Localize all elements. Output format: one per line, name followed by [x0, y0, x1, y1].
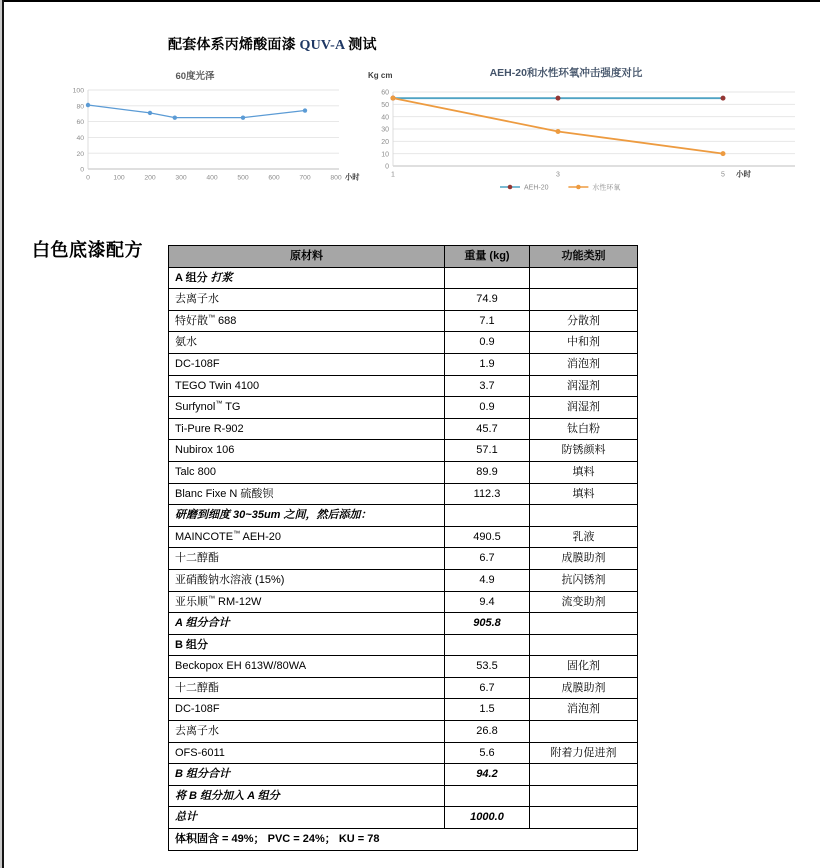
function-cell: 成膜助剂: [530, 548, 638, 570]
table-row: [169, 310, 638, 332]
y-tick-label: 10: [381, 151, 389, 159]
data-point: [391, 96, 396, 101]
y-tick-label: 20: [381, 138, 389, 146]
x-tick-label: 200: [144, 174, 156, 182]
function-cell: 乳液: [530, 526, 638, 548]
weight-cell: 1.5: [445, 699, 530, 721]
series-line: [88, 105, 305, 118]
table-row: [169, 785, 638, 807]
x-tick-label: 800: [330, 174, 342, 182]
doc-title: [168, 34, 377, 54]
weight-cell: [445, 505, 530, 527]
weight-cell: 6.7: [445, 548, 530, 570]
weight-cell: 1.9: [445, 353, 530, 375]
data-point: [556, 129, 561, 134]
x-tick-label: 400: [206, 174, 218, 182]
legend-label: AEH-20: [524, 184, 549, 192]
function-cell: 润湿剂: [530, 375, 638, 397]
function-cell: 防锈颜料: [530, 440, 638, 462]
x-axis-label: 小时: [345, 172, 360, 182]
material-cell: 氨水: [169, 332, 445, 354]
function-cell: 流变助剂: [530, 591, 638, 613]
table-row: [169, 677, 638, 699]
y-tick-label: 40: [76, 135, 84, 142]
material-cell: DC-108F: [169, 699, 445, 721]
material-cell: 去离子水: [169, 721, 445, 743]
weight-cell: 26.8: [445, 721, 530, 743]
col-header-material: 原材料: [169, 246, 445, 268]
material-cell: 亚硝酸钠水溶液 (15%): [169, 569, 445, 591]
weight-cell: 1000.0: [445, 807, 530, 829]
data-point: [173, 115, 177, 119]
table-row: [169, 569, 638, 591]
material-cell: OFS-6011: [169, 742, 445, 764]
x-tick-label: 500: [237, 174, 249, 182]
function-cell: [530, 289, 638, 311]
x-tick-label: 600: [268, 174, 280, 182]
table-row: [169, 483, 638, 505]
impact-comparison-chart: [358, 60, 816, 200]
y-tick-label: 80: [76, 103, 84, 111]
weight-cell: 3.7: [445, 375, 530, 397]
y-tick-label: 0: [80, 166, 84, 174]
material-cell: 亚乐顺™ RM-12W: [169, 591, 445, 613]
solids-summary-cell: 体积固含 = 49%； PVC = 24%； KU = 78: [169, 829, 638, 851]
gloss-chart: [45, 62, 360, 194]
material-cell: MAINCOTE™ AEH-20: [169, 526, 445, 548]
table-row: [169, 699, 638, 721]
material-cell: 特好散™ 688: [169, 310, 445, 332]
chart-title: AEH-20和水性环氧冲击强度对比: [489, 67, 643, 79]
y-tick-label: 20: [76, 150, 84, 158]
col-header-function: 功能类别: [530, 246, 638, 268]
data-point: [148, 111, 152, 115]
weight-cell: 45.7: [445, 418, 530, 440]
weight-cell: 9.4: [445, 591, 530, 613]
weight-cell: 5.6: [445, 742, 530, 764]
table-row: [169, 332, 638, 354]
function-cell: 填料: [530, 461, 638, 483]
table-row: [169, 764, 638, 786]
material-cell: A 组分 打浆: [169, 267, 445, 289]
weight-cell: 57.1: [445, 440, 530, 462]
data-point: [721, 151, 726, 156]
chart-title: 60度光泽: [175, 71, 215, 82]
function-cell: [530, 764, 638, 786]
data-point: [556, 96, 561, 101]
doc-title-part2: 测试: [344, 38, 377, 53]
function-cell: 固化剂: [530, 656, 638, 678]
table-row: [169, 375, 638, 397]
weight-cell: 490.5: [445, 526, 530, 548]
weight-cell: 112.3: [445, 483, 530, 505]
weight-cell: 74.9: [445, 289, 530, 311]
table-header-row: [169, 246, 638, 268]
function-cell: [530, 267, 638, 289]
y-tick-label: 30: [381, 126, 389, 134]
table-row: [169, 353, 638, 375]
x-tick-label: 1: [391, 171, 395, 179]
series-AEH-20: [391, 96, 726, 101]
function-cell: 附着力促进剂: [530, 742, 638, 764]
x-tick-label: 5: [721, 171, 725, 179]
function-cell: [530, 721, 638, 743]
table-row: [169, 418, 638, 440]
material-cell: 去离子水: [169, 289, 445, 311]
function-cell: 成膜助剂: [530, 677, 638, 699]
table-row: [169, 807, 638, 829]
section-heading: 白色底漆配方: [32, 240, 143, 260]
table-row: [169, 440, 638, 462]
material-cell: DC-108F: [169, 353, 445, 375]
weight-cell: 905.8: [445, 613, 530, 635]
data-point: [303, 108, 307, 112]
material-cell: Beckopox EH 613W/80WA: [169, 656, 445, 678]
table-row: [169, 548, 638, 570]
function-cell: [530, 634, 638, 656]
material-cell: 十二醇酯: [169, 677, 445, 699]
weight-cell: 53.5: [445, 656, 530, 678]
weight-cell: 94.2: [445, 764, 530, 786]
material-cell: A 组分合计: [169, 613, 445, 635]
weight-cell: 0.9: [445, 397, 530, 419]
weight-cell: 89.9: [445, 461, 530, 483]
x-tick-label: 100: [113, 174, 125, 182]
material-cell: 总计: [169, 807, 445, 829]
function-cell: 抗闪锈剂: [530, 569, 638, 591]
legend-marker: [576, 185, 581, 190]
data-point: [721, 96, 726, 101]
table-row: [169, 267, 638, 289]
legend-label: 水性环氧: [592, 184, 621, 192]
material-cell: 研磨到细度 30~35um 之间，然后添加：: [169, 505, 445, 527]
table-row: [169, 461, 638, 483]
doc-title-part1: 配套体系丙烯酸面漆: [168, 38, 300, 53]
material-cell: Blanc Fixe N 硫酸钡: [169, 483, 445, 505]
x-tick-label: 0: [86, 174, 90, 182]
table-row: [169, 721, 638, 743]
weight-cell: [445, 634, 530, 656]
table-row: [169, 526, 638, 548]
function-cell: 消泡剂: [530, 353, 638, 375]
x-tick-label: 300: [175, 174, 187, 182]
material-cell: 十二醇酯: [169, 548, 445, 570]
data-point: [241, 115, 245, 119]
material-cell: 将 B 组分加入 A 组分: [169, 785, 445, 807]
table-row: [169, 397, 638, 419]
y-tick-label: 100: [72, 87, 84, 95]
y-axis-label: Kg cm: [368, 71, 393, 80]
material-cell: B 组分: [169, 634, 445, 656]
weight-cell: [445, 267, 530, 289]
table-footer-row: [169, 829, 638, 851]
col-header-weight: 重量 (kg): [445, 246, 530, 268]
doc-title-quva: QUV-A: [299, 38, 345, 53]
table-row: [169, 742, 638, 764]
weight-cell: 4.9: [445, 569, 530, 591]
function-cell: [530, 807, 638, 829]
table-row: [169, 634, 638, 656]
table-row: [169, 505, 638, 527]
series-line: [393, 98, 723, 153]
material-cell: B 组分合计: [169, 764, 445, 786]
y-tick-label: 60: [76, 119, 84, 127]
y-tick-label: 0: [385, 163, 389, 171]
function-cell: 润湿剂: [530, 397, 638, 419]
material-cell: TEGO Twin 4100: [169, 375, 445, 397]
table-row: [169, 656, 638, 678]
legend-marker: [508, 185, 513, 190]
material-cell: Surfynol™ TG: [169, 397, 445, 419]
data-point: [86, 103, 90, 107]
y-tick-label: 60: [381, 89, 389, 97]
function-cell: [530, 785, 638, 807]
function-cell: [530, 613, 638, 635]
formula-table: [168, 245, 638, 851]
x-tick-label: 3: [556, 171, 560, 179]
function-cell: 分散剂: [530, 310, 638, 332]
function-cell: 中和剂: [530, 332, 638, 354]
y-tick-label: 40: [381, 114, 389, 122]
function-cell: [530, 505, 638, 527]
weight-cell: 0.9: [445, 332, 530, 354]
x-tick-label: 700: [299, 174, 311, 182]
material-cell: Ti-Pure R-902: [169, 418, 445, 440]
page-edge-top: [0, 0, 820, 2]
material-cell: Nubirox 106: [169, 440, 445, 462]
function-cell: 消泡剂: [530, 699, 638, 721]
y-tick-label: 50: [381, 101, 389, 109]
x-axis-label: 小时: [736, 169, 751, 179]
function-cell: 填料: [530, 483, 638, 505]
table-row: [169, 591, 638, 613]
table-row: [169, 613, 638, 635]
weight-cell: 7.1: [445, 310, 530, 332]
function-cell: 钛白粉: [530, 418, 638, 440]
material-cell: Talc 800: [169, 461, 445, 483]
weight-cell: [445, 785, 530, 807]
table-row: [169, 289, 638, 311]
weight-cell: 6.7: [445, 677, 530, 699]
page-edge-left: [2, 0, 4, 868]
